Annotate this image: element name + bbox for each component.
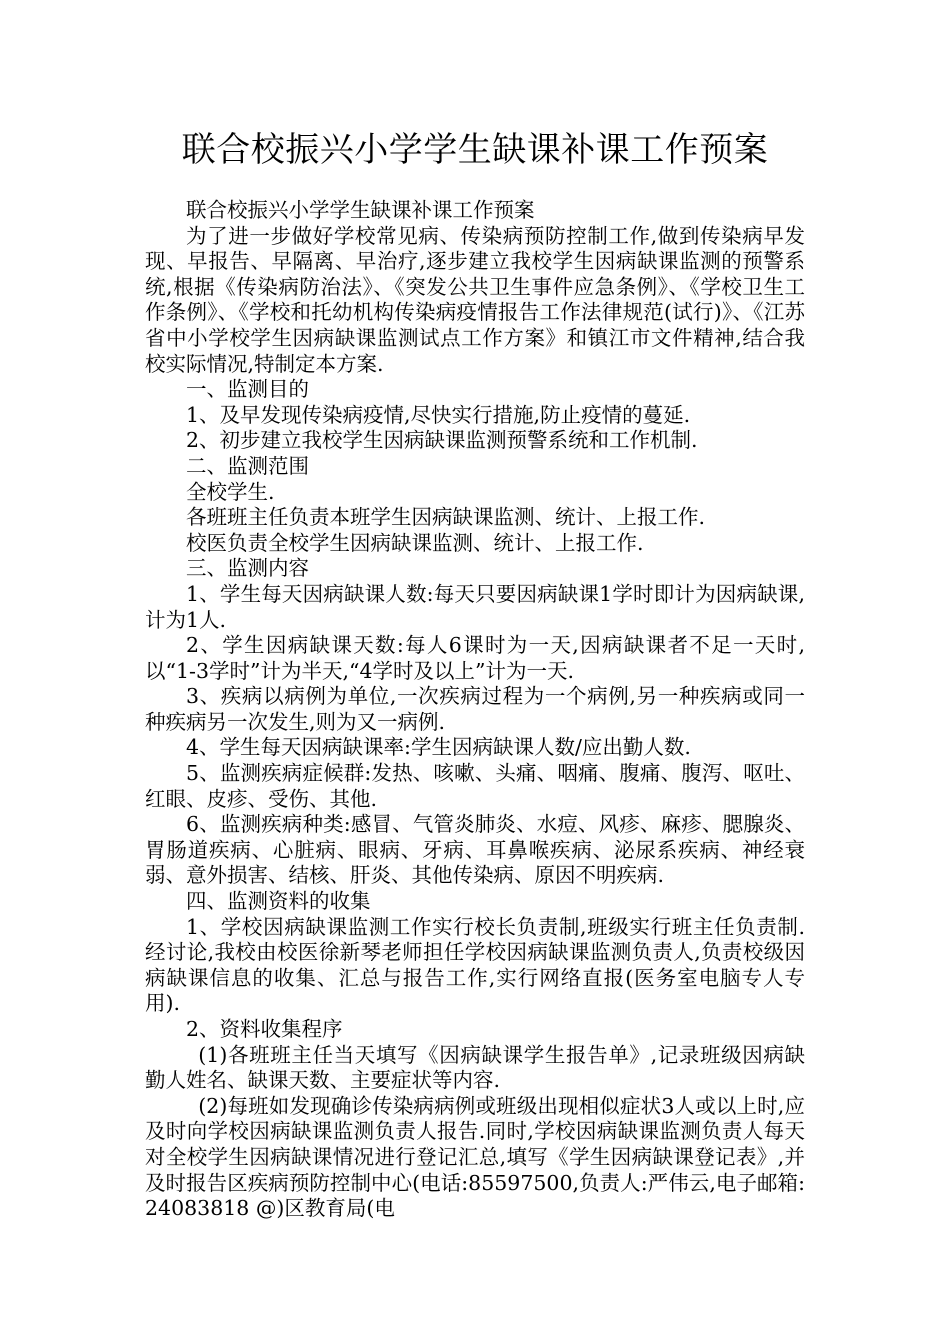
document-body [145, 198, 805, 1222]
paragraph: 1、学生每天因病缺课人数:每天只要因病缺课1学时即计为因病缺课,计为1人. [145, 581, 805, 632]
paragraph: 各班班主任负责本班学生因病缺课监测、统计、上报工作. [186, 505, 706, 530]
paragraph: (2)每班如发现确诊传染病病例或班级出现相似症状3人或以上时,应及时向学校因病缺课监测负责人报告.同时,学校因病缺课监测负责人每天对全校学生因病缺课情况进行登记汇总,填写《学生因病缺课登记表》,并及时报告区疾病预防控制中心(电话:85597500,负责人:严伟云,电子邮箱:24083818 @)区教育局(电 [145, 1093, 805, 1221]
section-heading: 一、监测目的 [186, 377, 309, 402]
paragraph: 为了进一步做好学校常见病、传染病预防控制工作,做到传染病早发现、早报告、早隔离、早治疗,逐步建立我校学生因病缺课监测的预警系统,根据《传染病防治法》、《突发公共卫生事件应急条例》、《学校卫生工作条例》、《学校和托幼机构传染病疫情报告工作法律规范(试行)》、《江苏省中小学校学生因病缺课监测试点工作方案》和镇江市文件精神,结合我校实际情况,特制定本方案. [145, 223, 805, 376]
paragraph: 4、学生每天因病缺课率:学生因病缺课人数/应出勤人数. [186, 735, 691, 760]
paragraph: (1)各班班主任当天填写《因病缺课学生报告单》,记录班级因病缺勤人姓名、缺课天数、主要症状等内容. [145, 1042, 805, 1093]
paragraph: 6、监测疾病种类:感冒、气管炎肺炎、水痘、风疹、麻疹、腮腺炎、胃肠道疾病、心脏病、眼病、牙病、耳鼻喉疾病、泌尿系疾病、神经衰弱、意外损害、结核、肝炎、其他传染病、原因不明疾病. [145, 812, 805, 888]
paragraph: 2、资料收集程序 [186, 1017, 343, 1041]
paragraph: 校医负责全校学生因病缺课监测、统计、上报工作. [186, 530, 644, 555]
section-heading: 三、监测内容 [186, 556, 309, 581]
paragraph: 1、及早发现传染病疫情,尽快实行措施,防止疫情的蔓延. [186, 402, 691, 427]
section-heading: 四、监测资料的收集 [186, 889, 371, 914]
paragraph: 5、监测疾病症候群:发热、咳嗽、头痛、咽痛、腹痛、腹泻、呕吐、红眼、皮疹、受伤、其他. [145, 761, 805, 811]
paragraph: 2、学生因病缺课天数:每人6课时为一天,因病缺课者不足一天时,以“1-3学时”计为半天,“4学时及以上”计为一天. [145, 633, 805, 683]
paragraph: 全校学生. [186, 479, 275, 504]
paragraph: 1、学校因病缺课监测工作实行校长负责制,班级实行班主任负责制.经讨论,我校由校医徐新琴老师担任学校因病缺课监测负责人,负责校级因病缺课信息的收集、汇总与报告工作,实行网络直报(医务室电脑专人专用). [145, 914, 805, 1016]
paragraph: 2、初步建立我校学生因病缺课监测预警系统和工作机制. [186, 428, 698, 453]
paragraph: 联合校振兴小学学生缺课补课工作预案 [186, 198, 535, 222]
document-title: 联合校振兴小学学生缺课补课工作预案 [181, 130, 769, 170]
section-heading: 二、监测范围 [186, 453, 309, 478]
paragraph: 3、疾病以病例为单位,一次疾病过程为一个病例,另一种疾病或同一种疾病另一次发生,则为又一病例. [145, 684, 805, 734]
